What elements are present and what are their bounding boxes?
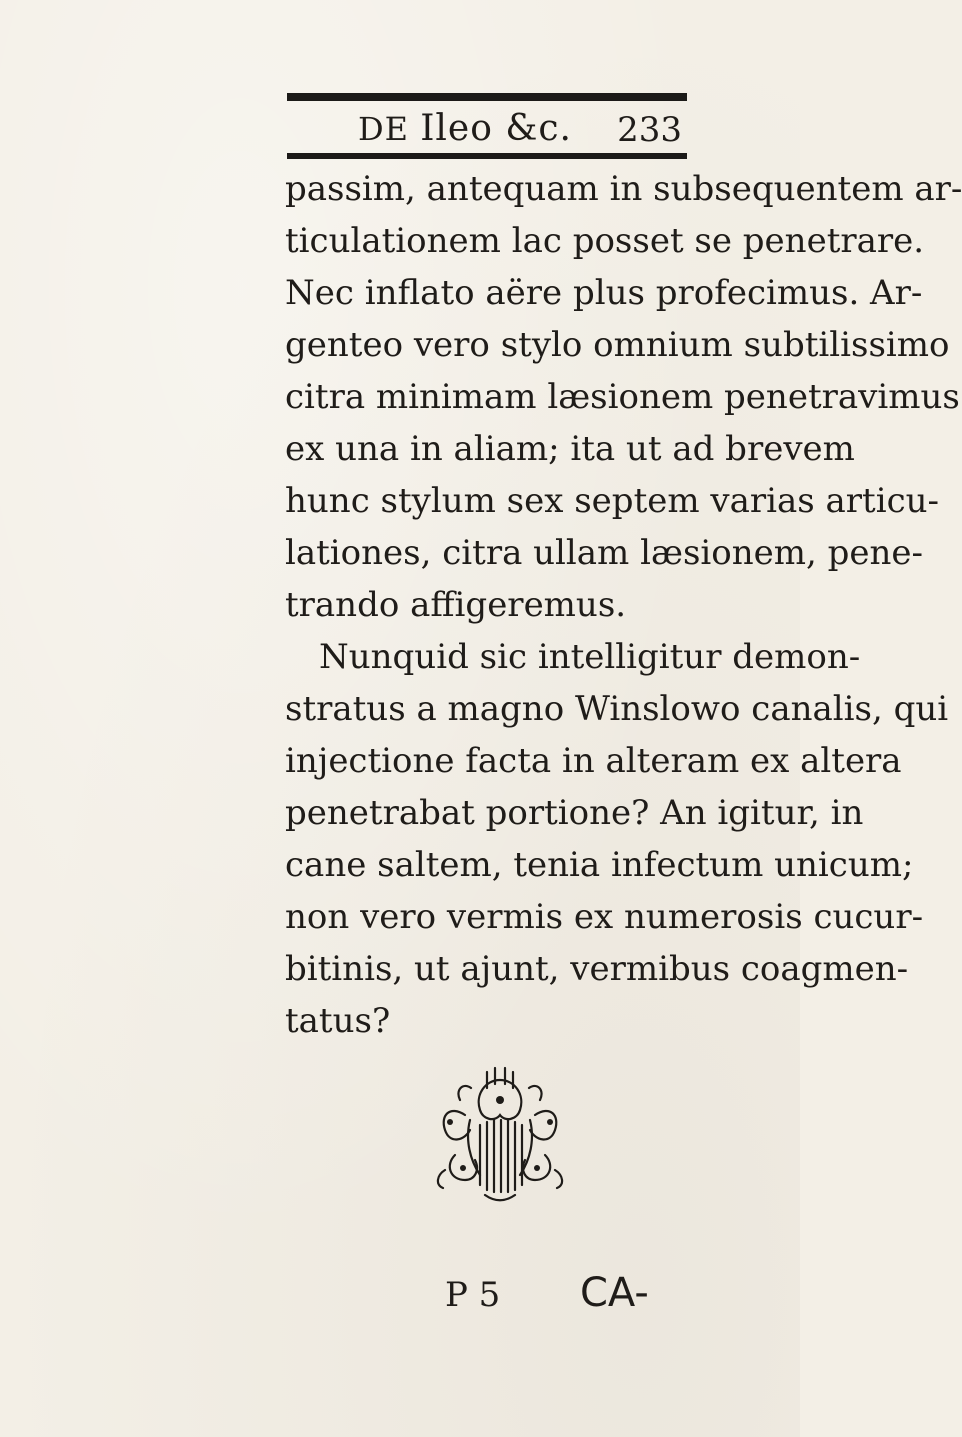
body-text [285,163,962,1047]
printers-ornament-icon [425,1060,575,1210]
running-title-suffix: &c. [492,108,572,149]
text-line: citra minimam læsionem penetravimus [285,377,960,417]
text-line: injectione facta in alteram ex altera [285,741,902,781]
catchword: CA- [580,1270,649,1316]
running-title-prefix: DE [358,110,421,148]
signature-mark: P 5 [445,1275,501,1315]
text-line: Nunquid sic intelligitur demon- [319,637,861,677]
text-line: hunc stylum sex septem varias articu- [285,481,940,521]
text-line: genteo vero stylo omnium subtilissimo [285,325,950,365]
text-line: cane saltem, tenia infectum unicum; [285,845,914,885]
text-line: Nec inflato aëre plus profecimus. Ar- [285,273,923,313]
text-line: ticulationem lac posset se penetrare. [285,221,925,261]
header-rule-top [287,93,687,101]
text-line: trando affigeremus. [285,585,627,625]
text-line: stratus a magno Winslowo canalis, qui [285,689,949,729]
text-line: passim, antequam in subsequentem ar- [285,169,962,209]
header-rule-bottom [287,153,687,159]
running-header [290,102,690,152]
text-line: bitinis, ut ajunt, vermibus coagmen- [285,949,909,989]
text-line: non vero vermis ex numerosis cucur- [285,897,924,937]
text-line: lationes, citra ullam læsionem, pene- [285,533,923,573]
page-number: 233 [617,110,682,150]
running-title-main: Ileo [420,108,493,149]
text-line: tatus? [285,1001,391,1041]
text-line: ex una in aliam; ita ut ad brevem [285,429,855,469]
running-title [358,108,572,149]
text-line: penetrabat portione? An igitur, in [285,793,864,833]
